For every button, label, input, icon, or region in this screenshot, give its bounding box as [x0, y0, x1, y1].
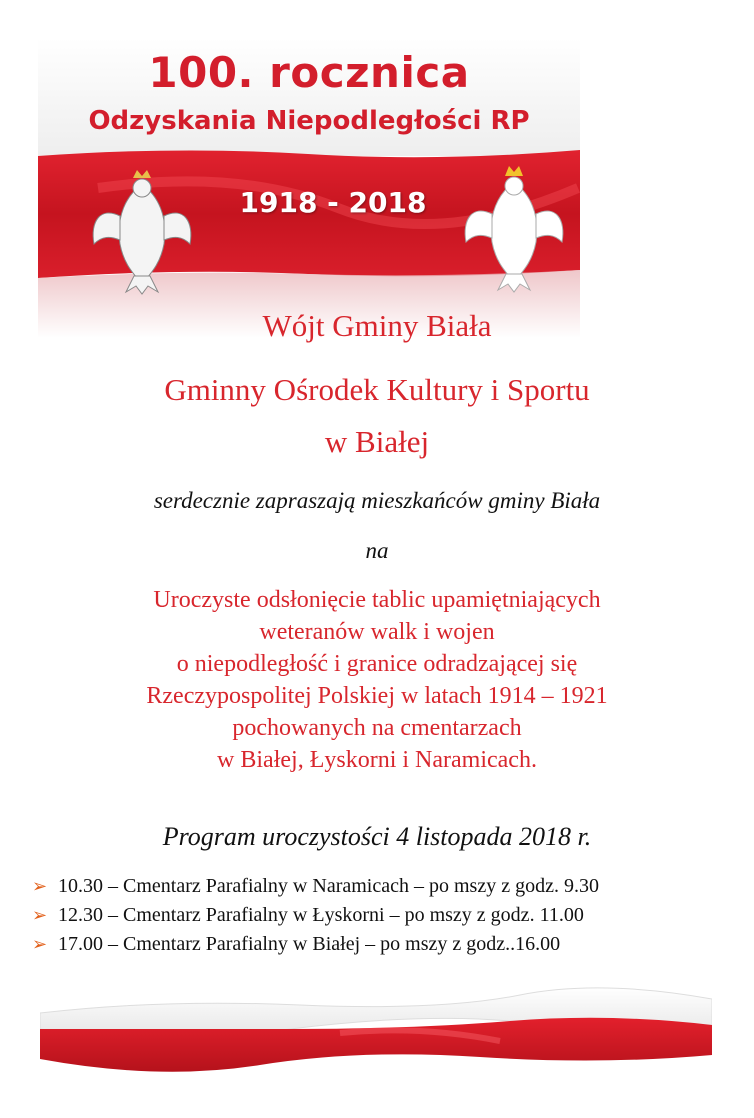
anniversary-years: 1918 - 2018 — [239, 186, 427, 219]
arrow-bullet-icon: ➢ — [32, 934, 48, 954]
invitation-text: serdecznie zapraszają mieszkańców gminy Biała — [153, 488, 601, 513]
flag-ribbon-graphic — [40, 985, 712, 1075]
event-line: Rzeczypospolitej Polskiej w latach 1914 – 1921 — [146, 683, 608, 709]
anniversary-banner — [38, 38, 580, 338]
event-line: Uroczyste odsłonięcie tablic upamiętniających — [153, 587, 601, 613]
program-schedule — [32, 872, 732, 959]
schedule-item — [32, 872, 732, 901]
organizer-line-1: Wójt Gminy Biała — [262, 308, 492, 343]
schedule-item — [32, 930, 732, 959]
event-line: weteranów walk i wojen — [259, 619, 495, 645]
event-description — [0, 584, 754, 776]
arrow-bullet-icon: ➢ — [32, 876, 48, 896]
schedule-item-text: 10.30 – Cmentarz Parafialny w Naramicach – po mszy z godz. 9.30 — [58, 875, 599, 897]
event-line: o niepodległość i granice odradzającej się — [176, 651, 578, 677]
organizer-line-2: Gminny Ośrodek Kultury i Sportu — [164, 372, 590, 407]
schedule-item-text: 12.30 – Cmentarz Parafialny w Łyskorni – po mszy z godz. 11.00 — [58, 904, 584, 926]
organizer-line-3: w Białej — [324, 424, 430, 459]
program-title: Program uroczystości 4 listopada 2018 r. — [162, 822, 592, 851]
schedule-item-text: 17.00 – Cmentarz Parafialny w Białej – po mszy z godz..16.00 — [58, 933, 561, 955]
invitation-word: na — [365, 538, 389, 563]
event-line: pochowanych na cmentarzach — [232, 715, 522, 741]
anniversary-subtitle: Odzyskania Niepodległości RP — [88, 106, 530, 136]
eagle-emblem-left-icon — [86, 166, 198, 296]
event-line: w Białej, Łyskorni i Naramicach. — [217, 747, 537, 773]
eagle-emblem-right-icon — [458, 156, 570, 296]
arrow-bullet-icon: ➢ — [32, 905, 48, 925]
schedule-item — [32, 901, 732, 930]
anniversary-title: 100. rocznica — [148, 48, 470, 97]
